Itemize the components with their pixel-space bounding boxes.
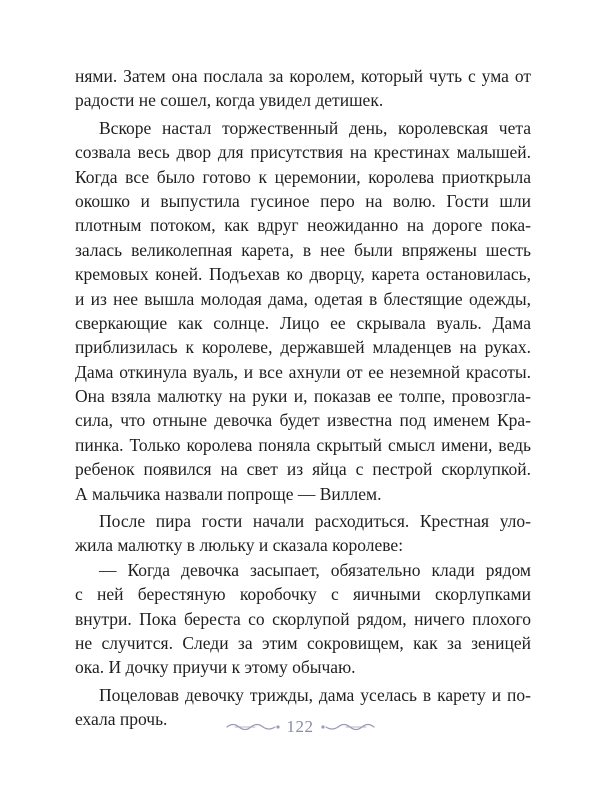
body-text bbox=[75, 64, 531, 732]
text-line: нями. Затем она послала за королем, который чуть с ума от bbox=[75, 66, 531, 86]
text-line: После пира гости начали расходиться. Крестная уло- bbox=[99, 511, 531, 532]
text-line: внутри. Пока береста со скорлупой рядом, ничего плохого bbox=[75, 608, 531, 629]
ornament-left-icon bbox=[225, 720, 281, 734]
text-line: пинка. Только королева поняла скрытый смысл имени, ведь bbox=[75, 434, 531, 455]
page-number: 122 bbox=[286, 717, 314, 736]
text-line: Поцеловав девочку трижды, дама уселась в карету и по- bbox=[99, 684, 531, 705]
text-line: А мальчика назвали попроще — Виллем. bbox=[75, 483, 382, 504]
text-line: сверкающие как солнце. Лицо ее скрывала вуаль. Дама bbox=[75, 312, 531, 333]
ornament-right-icon bbox=[320, 720, 376, 734]
text-line: Вскоре настал торжественный день, королевская чета bbox=[99, 117, 531, 138]
text-line: ребенок появился на свет из яйца с пестрой скорлупкой. bbox=[75, 459, 531, 480]
text-line: — Когда девочка засыпает, обязательно клади рядом bbox=[99, 559, 531, 580]
text-line: ока. И дочку приучи к этому обычаю. bbox=[75, 657, 356, 678]
text-line: созвала весь двор для присутствия на крестинах малышей. bbox=[75, 142, 531, 163]
text-line: плотным потоком, как вдруг неожиданно на дороге пока- bbox=[75, 215, 531, 236]
text-line: жила малютку в люльку и сказала королеве: bbox=[75, 535, 404, 556]
text-line: радости не сошел, когда увидел детишек. bbox=[75, 90, 384, 111]
text-line: кремовых коней. Подъехав ко дворцу, карета остановилась, bbox=[75, 264, 531, 285]
text-line: приблизилась к королеве, державшей младенцев на руках. bbox=[75, 337, 531, 358]
text-line: Когда все было готово к церемонии, королева приоткрыла bbox=[75, 166, 531, 187]
text-line: Дама откинула вуаль, и все ахнули от ее неземной красоты. bbox=[75, 361, 531, 382]
page-footer bbox=[0, 716, 600, 738]
text-line: окошко и выпустила гусиное перо на волю. Гости шли bbox=[75, 190, 531, 211]
text-line: залась великолепная карета, в нее были впряжены шесть bbox=[75, 239, 531, 260]
text-line: ехала прочь. bbox=[75, 709, 168, 730]
text-line: и из нее вышла молодая дама, одетая в блестящие одежды, bbox=[75, 288, 531, 309]
text-line: не случится. Следи за этим сокровищем, как за зеницей bbox=[75, 632, 531, 653]
text-line: с ней берестяную коробочку с яичными скорлупками bbox=[75, 584, 531, 605]
text-line: сила, что отныне девочка будет известна под именем Кра- bbox=[75, 410, 531, 431]
text-line: Она взяла малютку на руки и, показав ее толпе, провозгла- bbox=[75, 386, 531, 407]
